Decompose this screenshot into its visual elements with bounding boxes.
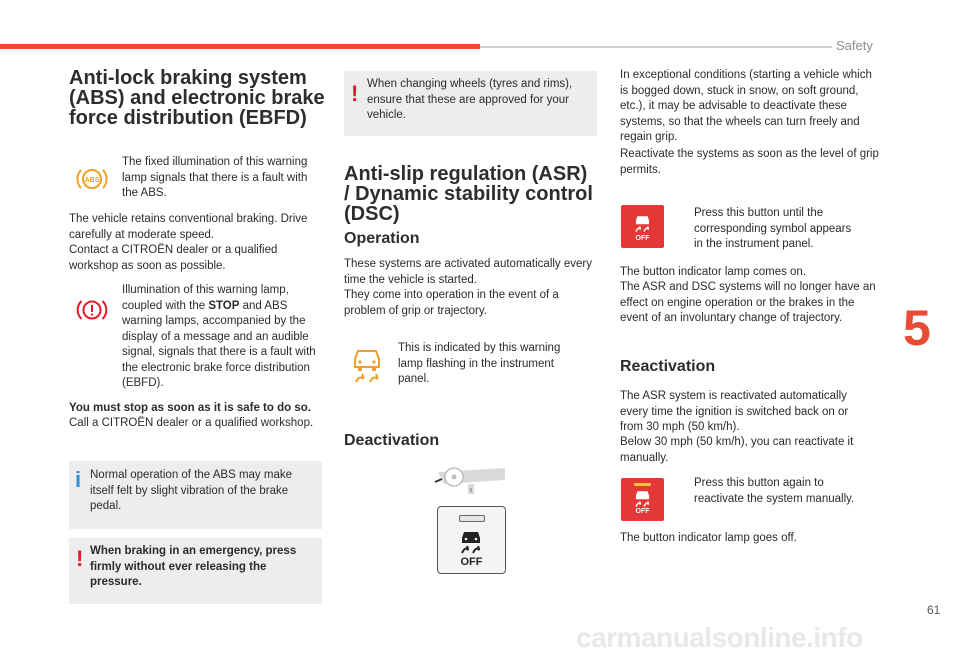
reactivation-heading: Reactivation	[620, 358, 716, 375]
abs-warning-icon	[75, 165, 109, 193]
operation-text-2: They come into operation in the event of a problem of grip or trajectory.	[344, 289, 559, 317]
chapter-tab: 5	[903, 300, 931, 356]
header-gray-bar	[480, 46, 832, 48]
call-dealer-text: Call a CITROËN dealer or a qualified workshop.	[69, 417, 314, 429]
warning-note-text: When braking in an emergency, press firmly without ever releasing the pressure.	[90, 545, 297, 588]
info-icon: i	[75, 467, 82, 492]
warning-exclamation-icon: !	[351, 81, 359, 106]
no-effect-text: The ASR and DSC systems will no longer have an effect on engine operation or the brakes in the event of an involuntary change of trajectory.	[620, 281, 876, 324]
abs-lamp-description: The fixed illumination of this warning lamp signals that there is a fault with the ABS.	[122, 156, 308, 199]
off-label: OFF	[635, 235, 650, 242]
conventional-braking-text: The vehicle retains conventional braking. Drive carefully at moderate speed.	[69, 213, 308, 241]
page-number: 61	[927, 603, 941, 617]
lamp-comes-on-text: The button indicator lamp comes on.	[620, 266, 807, 278]
skid-car-icon	[633, 489, 652, 508]
press-button-text: Press this button until the corresponding symbol appears in the instrument panel.	[694, 207, 852, 250]
press-again-text: Press this button again to reactivate the system manually.	[694, 477, 855, 505]
watermark: carmanualsonline.info	[576, 622, 863, 653]
off-label: OFF	[635, 508, 650, 515]
wheels-warning-note	[344, 71, 597, 136]
asr-reactivate-button-icon	[621, 478, 664, 521]
exceptional-conditions-text: In exceptional conditions (starting a vehicle which is bogged down, stuck in snow, on soft ground, etc.), it may be advisable to deactivate these systems, so that the wheels can turn freely and regain grip.	[620, 69, 872, 143]
emergency-warning-note	[69, 538, 322, 604]
abs-info-note	[69, 461, 322, 529]
section-title: Safety	[836, 38, 873, 53]
ebfd-lamp-description: Illumination of this warning lamp, coupled with the STOP and ABS warning lamps, accompanied by the display of a message and an audible signal, signals that there is a fault with the electronic brake force distribution (EBFD).	[122, 284, 316, 389]
button-indicator-lamp	[634, 483, 651, 486]
reactivate-grip-text: Reactivate the systems as soon as the level of grip permits.	[620, 148, 879, 176]
deactivation-heading: Deactivation	[344, 432, 440, 449]
header-red-bar	[0, 44, 480, 49]
lamp-goes-off-text: The button indicator lamp goes off.	[620, 532, 797, 544]
info-note-text: Normal operation of the ABS may make itself felt by slight vibration of the brake pedal.	[90, 469, 292, 512]
reactivation-auto-text: The ASR system is reactivated automatically every time the ignition is switched back on or from 30 mph (50 km/h).	[620, 390, 849, 433]
warning-exclamation-icon: !	[76, 546, 84, 571]
must-stop-text: You must stop as soon as it is safe to do so.	[69, 402, 311, 414]
asr-off-button-illustration	[437, 506, 506, 574]
svg-text:ABS: ABS	[84, 177, 100, 184]
operation-text-1: These systems are activated automatically every time the vehicle is started.	[344, 258, 592, 286]
abs-section-title: Anti-lock braking system (ABS) and electronic brake force distribution (EBFD)	[69, 67, 325, 129]
contact-dealer-text: Contact a CITROËN dealer or a qualified workshop as soon as possible.	[69, 244, 278, 272]
wheels-note-text: When changing wheels (tyres and rims), ensure that these are approved for your vehicle.	[367, 78, 573, 121]
skid-warning-icon	[350, 347, 384, 385]
skid-car-icon	[458, 529, 484, 555]
asr-off-button-icon	[621, 205, 664, 248]
skid-car-icon	[633, 214, 652, 233]
flash-lamp-description: This is indicated by this warning lamp flashing in the instrument panel.	[398, 342, 561, 385]
asr-dsc-section-title: Anti-slip regulation (ASR) / Dynamic stability control (DSC)	[344, 163, 593, 225]
button-indicator-lamp	[459, 515, 485, 522]
reactivation-manual-text: Below 30 mph (50 km/h), you can reactivate it manually.	[620, 436, 854, 464]
operation-heading: Operation	[344, 230, 420, 247]
dashboard-steering-illustration	[430, 462, 510, 502]
off-label: OFF	[460, 556, 483, 568]
brake-warning-icon	[76, 297, 108, 323]
